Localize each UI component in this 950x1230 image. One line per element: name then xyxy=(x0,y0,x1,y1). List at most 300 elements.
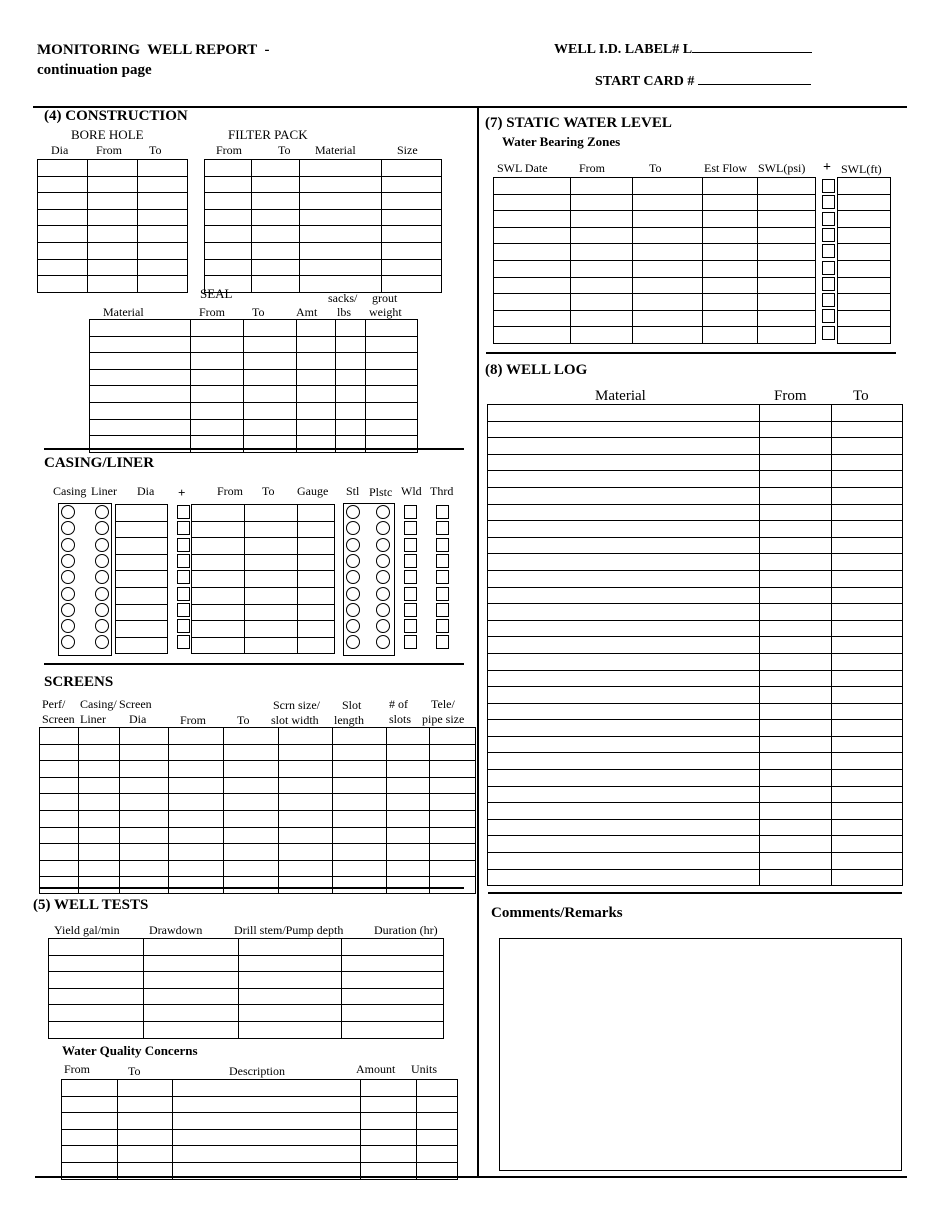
form-cell[interactable] xyxy=(430,761,476,778)
swl-plus-checkbox[interactable] xyxy=(822,212,835,226)
form-cell[interactable] xyxy=(387,744,430,761)
form-cell[interactable] xyxy=(79,777,120,794)
form-cell[interactable] xyxy=(62,1162,118,1179)
casing-radio[interactable] xyxy=(61,538,75,552)
form-cell[interactable] xyxy=(488,869,760,886)
swl-plus-checkbox[interactable] xyxy=(822,326,835,340)
form-cell[interactable] xyxy=(333,777,387,794)
form-cell[interactable] xyxy=(703,211,758,228)
form-cell[interactable] xyxy=(40,744,79,761)
casing-plus-checkbox[interactable] xyxy=(177,603,190,617)
form-cell[interactable] xyxy=(144,1021,239,1038)
form-cell[interactable] xyxy=(333,728,387,745)
form-cell[interactable] xyxy=(832,803,903,820)
form-cell[interactable] xyxy=(361,1113,417,1130)
plastic-radio-column[interactable] xyxy=(376,504,390,651)
form-cell[interactable] xyxy=(382,242,442,259)
form-cell[interactable] xyxy=(252,276,300,293)
casing-radio[interactable] xyxy=(61,587,75,601)
casing-dia-table[interactable] xyxy=(115,504,168,654)
form-cell[interactable] xyxy=(40,761,79,778)
form-cell[interactable] xyxy=(758,194,816,211)
form-cell[interactable] xyxy=(366,320,418,337)
welded-checkbox[interactable] xyxy=(404,619,417,633)
form-cell[interactable] xyxy=(62,1146,118,1163)
form-cell[interactable] xyxy=(169,777,224,794)
form-cell[interactable] xyxy=(633,327,703,344)
form-cell[interactable] xyxy=(758,310,816,327)
form-cell[interactable] xyxy=(832,604,903,621)
form-cell[interactable] xyxy=(298,604,335,621)
form-cell[interactable] xyxy=(494,277,571,294)
plastic-radio[interactable] xyxy=(376,538,390,552)
form-cell[interactable] xyxy=(430,827,476,844)
form-cell[interactable] xyxy=(342,988,444,1005)
form-cell[interactable] xyxy=(118,1096,173,1113)
form-cell[interactable] xyxy=(138,259,188,276)
form-cell[interactable] xyxy=(79,810,120,827)
form-cell[interactable] xyxy=(430,877,476,894)
form-cell[interactable] xyxy=(120,844,169,861)
steel-radio[interactable] xyxy=(346,587,360,601)
form-cell[interactable] xyxy=(205,242,252,259)
form-cell[interactable] xyxy=(239,1005,342,1022)
liner-radio[interactable] xyxy=(95,554,109,568)
form-cell[interactable] xyxy=(279,827,333,844)
form-cell[interactable] xyxy=(633,194,703,211)
form-cell[interactable] xyxy=(760,703,832,720)
form-cell[interactable] xyxy=(417,1162,458,1179)
form-cell[interactable] xyxy=(832,620,903,637)
form-cell[interactable] xyxy=(633,178,703,195)
form-cell[interactable] xyxy=(838,310,891,327)
form-cell[interactable] xyxy=(244,386,297,403)
form-cell[interactable] xyxy=(300,209,382,226)
form-cell[interactable] xyxy=(279,877,333,894)
form-cell[interactable] xyxy=(361,1146,417,1163)
form-cell[interactable] xyxy=(832,570,903,587)
form-cell[interactable] xyxy=(387,827,430,844)
form-cell[interactable] xyxy=(488,587,760,604)
casing-plus-checkbox[interactable] xyxy=(177,587,190,601)
form-cell[interactable] xyxy=(298,571,335,588)
form-cell[interactable] xyxy=(760,653,832,670)
form-cell[interactable] xyxy=(88,176,138,193)
form-cell[interactable] xyxy=(760,770,832,787)
threaded-checkbox[interactable] xyxy=(436,505,449,519)
form-cell[interactable] xyxy=(488,703,760,720)
form-cell[interactable] xyxy=(191,353,244,370)
form-cell[interactable] xyxy=(245,505,298,522)
casing-radio[interactable] xyxy=(61,554,75,568)
well-id-field[interactable] xyxy=(692,38,812,53)
welded-checkbox[interactable] xyxy=(404,538,417,552)
form-cell[interactable] xyxy=(90,320,191,337)
form-cell[interactable] xyxy=(382,209,442,226)
form-cell[interactable] xyxy=(488,570,760,587)
form-cell[interactable] xyxy=(488,687,760,704)
form-cell[interactable] xyxy=(298,505,335,522)
swl-plus-checkbox[interactable] xyxy=(822,293,835,307)
liner-radio[interactable] xyxy=(95,570,109,584)
form-cell[interactable] xyxy=(488,753,760,770)
form-cell[interactable] xyxy=(832,454,903,471)
form-cell[interactable] xyxy=(244,336,297,353)
form-cell[interactable] xyxy=(244,402,297,419)
form-cell[interactable] xyxy=(79,877,120,894)
form-cell[interactable] xyxy=(224,777,279,794)
form-cell[interactable] xyxy=(173,1162,361,1179)
form-cell[interactable] xyxy=(244,353,297,370)
form-cell[interactable] xyxy=(488,720,760,737)
form-cell[interactable] xyxy=(62,1113,118,1130)
form-cell[interactable] xyxy=(760,454,832,471)
form-cell[interactable] xyxy=(633,244,703,261)
steel-radio[interactable] xyxy=(346,538,360,552)
form-cell[interactable] xyxy=(336,353,366,370)
plastic-radio[interactable] xyxy=(376,619,390,633)
form-cell[interactable] xyxy=(361,1162,417,1179)
casing-from-to-gauge-table[interactable] xyxy=(191,504,335,654)
form-cell[interactable] xyxy=(173,1096,361,1113)
form-cell[interactable] xyxy=(224,794,279,811)
form-cell[interactable] xyxy=(832,753,903,770)
form-cell[interactable] xyxy=(40,810,79,827)
form-cell[interactable] xyxy=(333,744,387,761)
form-cell[interactable] xyxy=(488,454,760,471)
form-cell[interactable] xyxy=(205,259,252,276)
form-cell[interactable] xyxy=(192,554,245,571)
comments-box[interactable] xyxy=(499,938,902,1171)
form-cell[interactable] xyxy=(832,471,903,488)
form-cell[interactable] xyxy=(430,744,476,761)
form-cell[interactable] xyxy=(49,988,144,1005)
form-cell[interactable] xyxy=(169,728,224,745)
form-cell[interactable] xyxy=(244,419,297,436)
form-cell[interactable] xyxy=(488,637,760,654)
form-cell[interactable] xyxy=(832,537,903,554)
form-cell[interactable] xyxy=(205,176,252,193)
form-cell[interactable] xyxy=(571,244,633,261)
form-cell[interactable] xyxy=(205,193,252,210)
form-cell[interactable] xyxy=(298,521,335,538)
form-cell[interactable] xyxy=(191,320,244,337)
form-cell[interactable] xyxy=(760,720,832,737)
form-cell[interactable] xyxy=(224,761,279,778)
plastic-radio[interactable] xyxy=(376,587,390,601)
form-cell[interactable] xyxy=(832,421,903,438)
form-cell[interactable] xyxy=(279,810,333,827)
form-cell[interactable] xyxy=(298,637,335,654)
form-cell[interactable] xyxy=(279,744,333,761)
steel-radio[interactable] xyxy=(346,635,360,649)
form-cell[interactable] xyxy=(245,637,298,654)
form-cell[interactable] xyxy=(342,1021,444,1038)
liner-radio[interactable] xyxy=(95,635,109,649)
form-cell[interactable] xyxy=(300,242,382,259)
form-cell[interactable] xyxy=(488,521,760,538)
seal-table[interactable] xyxy=(89,319,418,453)
form-cell[interactable] xyxy=(38,226,88,243)
form-cell[interactable] xyxy=(116,604,168,621)
form-cell[interactable] xyxy=(760,753,832,770)
form-cell[interactable] xyxy=(90,402,191,419)
form-cell[interactable] xyxy=(297,320,336,337)
form-cell[interactable] xyxy=(832,853,903,870)
form-cell[interactable] xyxy=(144,1005,239,1022)
form-cell[interactable] xyxy=(245,538,298,555)
form-cell[interactable] xyxy=(760,803,832,820)
form-cell[interactable] xyxy=(633,260,703,277)
form-cell[interactable] xyxy=(79,844,120,861)
casing-radio-column[interactable] xyxy=(61,504,75,651)
form-cell[interactable] xyxy=(279,777,333,794)
casing-radio[interactable] xyxy=(61,521,75,535)
casing-plus-checkbox[interactable] xyxy=(177,521,190,535)
form-cell[interactable] xyxy=(387,777,430,794)
threaded-checkbox[interactable] xyxy=(436,619,449,633)
form-cell[interactable] xyxy=(832,637,903,654)
form-cell[interactable] xyxy=(192,621,245,638)
form-cell[interactable] xyxy=(387,877,430,894)
form-cell[interactable] xyxy=(298,554,335,571)
form-cell[interactable] xyxy=(387,794,430,811)
form-cell[interactable] xyxy=(297,386,336,403)
form-cell[interactable] xyxy=(300,226,382,243)
form-cell[interactable] xyxy=(144,972,239,989)
form-cell[interactable] xyxy=(90,369,191,386)
form-cell[interactable] xyxy=(38,160,88,177)
form-cell[interactable] xyxy=(703,178,758,195)
form-cell[interactable] xyxy=(116,554,168,571)
form-cell[interactable] xyxy=(838,277,891,294)
form-cell[interactable] xyxy=(120,744,169,761)
form-cell[interactable] xyxy=(760,570,832,587)
form-cell[interactable] xyxy=(760,819,832,836)
casing-plus-checkbox[interactable] xyxy=(177,619,190,633)
start-card-field[interactable] xyxy=(698,70,811,85)
form-cell[interactable] xyxy=(245,521,298,538)
swl-plus-checkbox[interactable] xyxy=(822,195,835,209)
form-cell[interactable] xyxy=(488,803,760,820)
form-cell[interactable] xyxy=(49,939,144,956)
form-cell[interactable] xyxy=(703,310,758,327)
form-cell[interactable] xyxy=(49,1021,144,1038)
form-cell[interactable] xyxy=(116,637,168,654)
form-cell[interactable] xyxy=(169,810,224,827)
form-cell[interactable] xyxy=(382,193,442,210)
casing-radio[interactable] xyxy=(61,619,75,633)
form-cell[interactable] xyxy=(430,844,476,861)
form-cell[interactable] xyxy=(488,770,760,787)
welded-checkbox[interactable] xyxy=(404,603,417,617)
form-cell[interactable] xyxy=(88,160,138,177)
form-cell[interactable] xyxy=(300,193,382,210)
form-cell[interactable] xyxy=(361,1129,417,1146)
form-cell[interactable] xyxy=(40,844,79,861)
form-cell[interactable] xyxy=(279,860,333,877)
liner-radio[interactable] xyxy=(95,538,109,552)
form-cell[interactable] xyxy=(252,160,300,177)
form-cell[interactable] xyxy=(838,327,891,344)
form-cell[interactable] xyxy=(838,227,891,244)
bore-hole-table[interactable] xyxy=(37,159,188,293)
form-cell[interactable] xyxy=(430,794,476,811)
form-cell[interactable] xyxy=(760,687,832,704)
form-cell[interactable] xyxy=(832,554,903,571)
form-cell[interactable] xyxy=(488,853,760,870)
form-cell[interactable] xyxy=(90,353,191,370)
swl-plus-checkbox[interactable] xyxy=(822,309,835,323)
form-cell[interactable] xyxy=(703,227,758,244)
form-cell[interactable] xyxy=(342,1005,444,1022)
form-cell[interactable] xyxy=(361,1080,417,1097)
form-cell[interactable] xyxy=(79,860,120,877)
swl-plus-checkbox[interactable] xyxy=(822,277,835,291)
form-cell[interactable] xyxy=(832,736,903,753)
form-cell[interactable] xyxy=(239,939,342,956)
form-cell[interactable] xyxy=(336,386,366,403)
form-cell[interactable] xyxy=(488,554,760,571)
form-cell[interactable] xyxy=(224,810,279,827)
form-cell[interactable] xyxy=(488,786,760,803)
form-cell[interactable] xyxy=(333,794,387,811)
form-cell[interactable] xyxy=(298,621,335,638)
form-cell[interactable] xyxy=(90,336,191,353)
form-cell[interactable] xyxy=(49,955,144,972)
form-cell[interactable] xyxy=(300,276,382,293)
plastic-radio[interactable] xyxy=(376,570,390,584)
form-cell[interactable] xyxy=(760,405,832,422)
form-cell[interactable] xyxy=(297,353,336,370)
threaded-checkbox-column[interactable] xyxy=(436,504,449,651)
form-cell[interactable] xyxy=(382,259,442,276)
form-cell[interactable] xyxy=(116,538,168,555)
form-cell[interactable] xyxy=(252,242,300,259)
form-cell[interactable] xyxy=(488,836,760,853)
form-cell[interactable] xyxy=(120,761,169,778)
static-water-table[interactable] xyxy=(493,177,816,344)
liner-radio[interactable] xyxy=(95,603,109,617)
form-cell[interactable] xyxy=(571,194,633,211)
threaded-checkbox[interactable] xyxy=(436,554,449,568)
form-cell[interactable] xyxy=(144,955,239,972)
form-cell[interactable] xyxy=(832,770,903,787)
threaded-checkbox[interactable] xyxy=(436,603,449,617)
form-cell[interactable] xyxy=(297,336,336,353)
welded-checkbox[interactable] xyxy=(404,587,417,601)
form-cell[interactable] xyxy=(832,720,903,737)
form-cell[interactable] xyxy=(192,571,245,588)
form-cell[interactable] xyxy=(79,827,120,844)
form-cell[interactable] xyxy=(116,621,168,638)
form-cell[interactable] xyxy=(387,728,430,745)
form-cell[interactable] xyxy=(205,160,252,177)
form-cell[interactable] xyxy=(760,736,832,753)
form-cell[interactable] xyxy=(192,637,245,654)
form-cell[interactable] xyxy=(571,294,633,311)
steel-radio[interactable] xyxy=(346,505,360,519)
form-cell[interactable] xyxy=(488,421,760,438)
form-cell[interactable] xyxy=(387,844,430,861)
form-cell[interactable] xyxy=(120,777,169,794)
form-cell[interactable] xyxy=(336,402,366,419)
form-cell[interactable] xyxy=(144,988,239,1005)
form-cell[interactable] xyxy=(760,670,832,687)
form-cell[interactable] xyxy=(333,860,387,877)
form-cell[interactable] xyxy=(430,777,476,794)
form-cell[interactable] xyxy=(488,736,760,753)
plastic-radio[interactable] xyxy=(376,554,390,568)
form-cell[interactable] xyxy=(245,604,298,621)
form-cell[interactable] xyxy=(40,777,79,794)
form-cell[interactable] xyxy=(838,260,891,277)
form-cell[interactable] xyxy=(382,226,442,243)
form-cell[interactable] xyxy=(832,504,903,521)
threaded-checkbox[interactable] xyxy=(436,587,449,601)
form-cell[interactable] xyxy=(342,972,444,989)
form-cell[interactable] xyxy=(366,419,418,436)
form-cell[interactable] xyxy=(224,860,279,877)
well-log-table[interactable] xyxy=(487,404,903,886)
form-cell[interactable] xyxy=(169,860,224,877)
form-cell[interactable] xyxy=(279,844,333,861)
form-cell[interactable] xyxy=(366,369,418,386)
form-cell[interactable] xyxy=(244,369,297,386)
swl-plus-checkbox-column[interactable] xyxy=(822,178,835,341)
form-cell[interactable] xyxy=(758,327,816,344)
welded-checkbox[interactable] xyxy=(404,635,417,649)
form-cell[interactable] xyxy=(120,877,169,894)
form-cell[interactable] xyxy=(494,194,571,211)
form-cell[interactable] xyxy=(430,810,476,827)
form-cell[interactable] xyxy=(79,794,120,811)
form-cell[interactable] xyxy=(120,860,169,877)
form-cell[interactable] xyxy=(38,176,88,193)
form-cell[interactable] xyxy=(192,521,245,538)
form-cell[interactable] xyxy=(38,209,88,226)
form-cell[interactable] xyxy=(430,728,476,745)
form-cell[interactable] xyxy=(192,587,245,604)
form-cell[interactable] xyxy=(224,827,279,844)
form-cell[interactable] xyxy=(191,402,244,419)
form-cell[interactable] xyxy=(361,1096,417,1113)
liner-radio[interactable] xyxy=(95,505,109,519)
form-cell[interactable] xyxy=(760,869,832,886)
form-cell[interactable] xyxy=(832,405,903,422)
swl-plus-checkbox[interactable] xyxy=(822,261,835,275)
form-cell[interactable] xyxy=(88,276,138,293)
form-cell[interactable] xyxy=(298,538,335,555)
form-cell[interactable] xyxy=(571,178,633,195)
form-cell[interactable] xyxy=(79,744,120,761)
form-cell[interactable] xyxy=(760,836,832,853)
form-cell[interactable] xyxy=(488,487,760,504)
form-cell[interactable] xyxy=(224,844,279,861)
welded-checkbox[interactable] xyxy=(404,521,417,535)
form-cell[interactable] xyxy=(758,294,816,311)
form-cell[interactable] xyxy=(832,687,903,704)
form-cell[interactable] xyxy=(494,294,571,311)
form-cell[interactable] xyxy=(205,226,252,243)
form-cell[interactable] xyxy=(300,176,382,193)
form-cell[interactable] xyxy=(138,176,188,193)
form-cell[interactable] xyxy=(488,438,760,455)
form-cell[interactable] xyxy=(49,972,144,989)
form-cell[interactable] xyxy=(571,260,633,277)
form-cell[interactable] xyxy=(571,211,633,228)
form-cell[interactable] xyxy=(62,1080,118,1097)
